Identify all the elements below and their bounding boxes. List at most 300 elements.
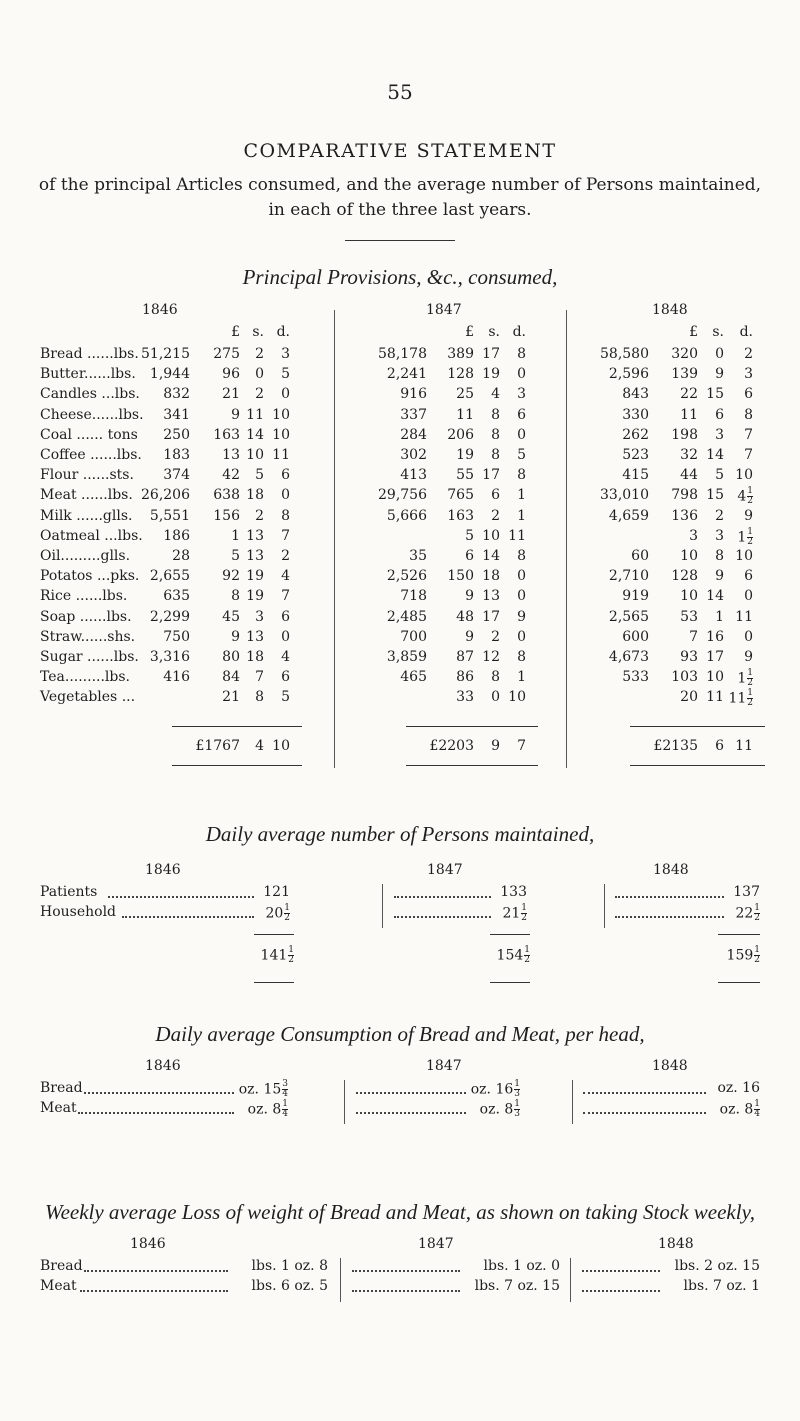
row-item: Oatmeal ...lbs. (40, 527, 143, 544)
pounds: 198 (671, 426, 698, 443)
pence: 6 (281, 467, 290, 484)
pounds: 33 (456, 689, 474, 706)
shillings: 9 (715, 568, 724, 585)
pounds: 150 (447, 568, 474, 585)
shillings: 2 (255, 346, 264, 362)
total-pence: 10 (272, 737, 290, 754)
pence: 9 (517, 608, 526, 625)
quantity: 26,206 (141, 487, 190, 504)
pounds: 84 (222, 669, 240, 686)
shillings: 6 (491, 487, 500, 504)
year-1848: 1848 (652, 1058, 688, 1074)
pence: 0 (517, 568, 526, 585)
fraction: $\frac{1}{3}$ (514, 1099, 520, 1119)
quantity: 262 (622, 426, 649, 443)
money-head: s. (712, 324, 724, 340)
row-label: Meat (40, 1278, 77, 1294)
fraction: $\frac{1}{2}$ (521, 903, 527, 923)
value: lbs. 1 oz. 8 (251, 1258, 328, 1274)
pounds: 163 (213, 426, 240, 443)
quantity: 33,010 (600, 487, 649, 504)
pounds: 45 (222, 608, 240, 625)
shillings: 1 (715, 608, 724, 625)
pence: 6 (281, 669, 290, 686)
shillings: 15 (706, 386, 724, 403)
quantity: 700 (400, 628, 427, 645)
pounds: 389 (447, 346, 474, 362)
quantity: 2,299 (149, 608, 190, 625)
pence: 1 $\frac{1}{2}$ (737, 668, 753, 689)
fraction: $\frac{1}{2}$ (288, 945, 294, 965)
quantity: 284 (400, 426, 427, 443)
row-item: Meat ......lbs. (40, 487, 133, 504)
row-item: Straw......shs. (40, 628, 136, 645)
total-rule (630, 765, 765, 766)
shillings: 3 (715, 426, 724, 443)
quantity: 60 (631, 548, 649, 564)
shillings: 10 (482, 527, 500, 544)
shillings: 18 (482, 568, 500, 585)
consumption-heading: Daily average Consumption of Bread and Meat, per head, (155, 1022, 645, 1046)
shillings: 14 (706, 588, 724, 605)
shillings: 17 (482, 608, 500, 625)
value: lbs. 2 oz. 15 (674, 1258, 760, 1274)
persons-heading: Daily average number of Persons maintained, (205, 822, 595, 846)
fraction: $\frac{1}{4}$ (282, 1099, 288, 1119)
total-shillings: 9 (491, 737, 500, 754)
value: 22 $\frac{1}{2}$ (735, 903, 760, 923)
row-item: Cheese......lbs. (40, 406, 144, 423)
shillings: 14 (246, 426, 264, 443)
shillings: 13 (246, 527, 264, 544)
pounds: 103 (671, 669, 698, 686)
shillings: 8 (491, 447, 500, 463)
leader-dots (122, 916, 254, 918)
year-1848: 1848 (653, 862, 689, 878)
shillings: 13 (482, 588, 500, 605)
row-label: Meat (40, 1100, 77, 1116)
total-rule (406, 726, 538, 727)
total-value: 159 $\frac{1}{2}$ (726, 945, 760, 965)
quantity: 413 (400, 467, 427, 484)
total-rule (490, 934, 530, 935)
row-label: Household (40, 904, 117, 920)
divider (345, 240, 455, 241)
pence: 7 (744, 447, 753, 463)
pounds: 9 (465, 628, 474, 645)
quantity: 302 (400, 447, 427, 463)
fraction: $\frac{1}{2}$ (754, 945, 760, 965)
leader-dots (356, 1092, 466, 1094)
row-item: Coffee ......lbs. (40, 447, 142, 463)
row-item: Vegetables ... (40, 689, 136, 706)
pounds: 20 (680, 689, 698, 706)
total-rule (718, 982, 760, 983)
quantity: 5,551 (149, 507, 190, 524)
value: lbs. 7 oz. 1 (683, 1278, 760, 1294)
money-head: £ (689, 324, 698, 340)
year-1846: 1846 (142, 302, 178, 318)
quantity: 3,316 (149, 649, 190, 665)
pounds: 92 (222, 568, 240, 585)
pence: 10 (735, 548, 753, 564)
value: 21 $\frac{1}{2}$ (502, 903, 527, 923)
column-separator (340, 1258, 341, 1302)
leader-dots (582, 1290, 660, 1292)
pence: 6 (517, 406, 526, 423)
pence: 11 (735, 608, 753, 625)
quantity: 2,241 (386, 366, 427, 383)
leader-dots (583, 1092, 706, 1094)
pounds: 163 (447, 507, 474, 524)
pence: 10 (508, 689, 526, 706)
quantity: 250 (163, 426, 190, 443)
total-pounds: £1767 (195, 737, 240, 754)
provisions-heading: Principal Provisions, &c., consumed, (242, 265, 558, 289)
quantity: 919 (622, 588, 649, 605)
leader-dots (80, 1290, 228, 1292)
pence: 0 (517, 628, 526, 645)
fraction: $\frac{1}{2}$ (754, 903, 760, 923)
pence: 1 (517, 669, 526, 686)
pence: 8 (744, 406, 753, 423)
pounds: 87 (456, 649, 474, 665)
shillings: 0 (715, 346, 724, 362)
quantity: 337 (400, 406, 427, 423)
pence: 2 (281, 548, 290, 564)
quantity: 330 (622, 406, 649, 423)
pence: 1 (517, 507, 526, 524)
pence: 11 $\frac{1}{2}$ (728, 688, 753, 709)
pounds: 638 (213, 487, 240, 504)
pence: 6 (744, 386, 753, 403)
shillings: 12 (482, 649, 500, 665)
quantity: 600 (622, 628, 649, 645)
column-separator (572, 1080, 573, 1124)
value: 20 $\frac{1}{2}$ (265, 903, 290, 923)
fraction: $\frac{1}{2}$ (747, 526, 753, 547)
value: oz. 8 $\frac{1}{3}$ (479, 1099, 520, 1119)
quantity: 916 (400, 386, 427, 403)
quantity: 29,756 (378, 487, 427, 504)
pence: 4 $\frac{1}{2}$ (737, 486, 753, 507)
pence: 0 (744, 588, 753, 605)
pence: 6 (744, 568, 753, 585)
total-shillings: 4 (255, 737, 264, 754)
quantity: 416 (163, 669, 190, 686)
pounds: 19 (456, 447, 474, 463)
total-rule (718, 934, 760, 935)
pence: 5 (281, 689, 290, 706)
shillings: 16 (706, 628, 724, 645)
money-head: s. (488, 324, 500, 340)
shillings: 8 (491, 426, 500, 443)
pounds: 6 (465, 548, 474, 564)
quantity: 533 (622, 669, 649, 686)
pounds: 765 (447, 487, 474, 504)
quantity: 718 (400, 588, 427, 605)
total-rule (254, 934, 294, 935)
value: oz. 16 $\frac{1}{3}$ (470, 1079, 520, 1099)
fraction: $\frac{3}{4}$ (282, 1079, 288, 1099)
pounds: 53 (680, 608, 698, 625)
shillings: 4 (491, 386, 500, 403)
year-1848: 1848 (652, 302, 688, 318)
pence: 8 (517, 467, 526, 484)
pounds: 21 (222, 386, 240, 403)
quantity: 28 (172, 548, 190, 564)
pence: 3 (744, 366, 753, 383)
shillings: 18 (246, 649, 264, 665)
pounds: 136 (671, 507, 698, 524)
total-rule (254, 982, 294, 983)
money-head: £ (231, 324, 240, 340)
shillings: 15 (706, 487, 724, 504)
pounds: 3 (689, 527, 698, 544)
row-item: Coal ...... tons (40, 426, 138, 443)
shillings: 8 (491, 406, 500, 423)
pence: 11 (272, 447, 290, 463)
pence: 9 (744, 507, 753, 524)
quantity: 58,178 (378, 346, 427, 362)
shillings: 8 (255, 689, 264, 706)
pounds: 44 (680, 467, 698, 484)
money-head: s. (252, 324, 264, 340)
pounds: 139 (671, 366, 698, 383)
year-1848: 1848 (658, 1236, 694, 1252)
total-value: 141 $\frac{1}{2}$ (260, 945, 294, 965)
pence: 10 (735, 467, 753, 484)
quantity: 415 (622, 467, 649, 484)
pounds: 32 (680, 447, 698, 463)
pounds: 7 (689, 628, 698, 645)
pence: 8 (517, 346, 526, 362)
shillings: 10 (246, 447, 264, 463)
column-separator (382, 884, 383, 928)
leader-dots (352, 1290, 460, 1292)
pounds: 5 (465, 527, 474, 544)
value: lbs. 6 oz. 5 (251, 1278, 328, 1294)
pounds: 10 (680, 548, 698, 564)
row-item: Flour ......sts. (40, 467, 134, 484)
pence: 0 (744, 628, 753, 645)
row-label: Patients (40, 884, 98, 900)
pence: 11 (508, 527, 526, 544)
row-item: Butter......lbs. (40, 366, 136, 383)
pence: 0 (281, 628, 290, 645)
pounds: 275 (213, 346, 240, 362)
leader-dots (582, 1270, 660, 1272)
quantity: 186 (163, 527, 190, 544)
shillings: 6 (715, 406, 724, 423)
leader-dots (352, 1270, 460, 1272)
pounds: 1 (231, 527, 240, 544)
row-label: Bread (40, 1080, 83, 1096)
fraction: $\frac{1}{4}$ (754, 1099, 760, 1119)
shillings: 5 (255, 467, 264, 484)
total-value: 154 $\frac{1}{2}$ (496, 945, 530, 965)
shillings: 14 (482, 548, 500, 564)
year-1846: 1846 (145, 1058, 181, 1074)
shillings: 19 (246, 588, 264, 605)
quantity: 843 (622, 386, 649, 403)
shillings: 2 (255, 507, 264, 524)
total-rule (490, 982, 530, 983)
year-1847: 1847 (427, 862, 463, 878)
pounds: 93 (680, 649, 698, 665)
quantity: 5,666 (386, 507, 427, 524)
shillings: 13 (246, 548, 264, 564)
loss-heading: Weekly average Loss of weight of Bread and Meat, as shown on taking Stock weekly, (45, 1200, 755, 1224)
fraction: $\frac{1}{2}$ (747, 486, 753, 507)
leader-dots (84, 1270, 228, 1272)
shillings: 3 (255, 608, 264, 625)
value: oz. 15 $\frac{3}{4}$ (238, 1079, 288, 1099)
pounds: 8 (231, 588, 240, 605)
quantity: 183 (163, 447, 190, 463)
quantity: 341 (163, 406, 190, 423)
quantity: 4,659 (608, 507, 649, 524)
quantity: 2,485 (386, 608, 427, 625)
shillings: 9 (715, 366, 724, 383)
value: lbs. 7 oz. 15 (474, 1278, 560, 1294)
year-1847: 1847 (426, 302, 462, 318)
quantity: 465 (400, 669, 427, 686)
shillings: 8 (491, 669, 500, 686)
pounds: 11 (456, 406, 474, 423)
pounds: 13 (222, 447, 240, 463)
pence: 5 (517, 447, 526, 463)
total-rule (406, 765, 538, 766)
quantity: 374 (163, 467, 190, 484)
row-item: Tea.........lbs. (40, 669, 131, 686)
pence: 8 (281, 507, 290, 524)
shillings: 2 (491, 507, 500, 524)
pounds: 25 (456, 386, 474, 403)
pounds: 96 (222, 366, 240, 383)
row-item: Oil.........glls. (40, 548, 131, 564)
row-item: Sugar ......lbs. (40, 649, 139, 665)
pence: 10 (272, 426, 290, 443)
quantity: 2,596 (608, 366, 649, 383)
pounds: 86 (456, 669, 474, 686)
value: 137 (733, 884, 760, 900)
value: oz. 16 (717, 1080, 760, 1096)
pounds: 9 (231, 406, 240, 423)
pence: 0 (517, 366, 526, 383)
leader-dots (394, 916, 491, 918)
shillings: 5 (715, 467, 724, 484)
row-label: Bread (40, 1258, 83, 1274)
shillings: 2 (491, 628, 500, 645)
pence: 8 (517, 649, 526, 665)
quantity: 523 (622, 447, 649, 463)
leader-dots (583, 1112, 706, 1114)
fraction: $\frac{1}{3}$ (514, 1079, 520, 1099)
pounds: 798 (671, 487, 698, 504)
pounds: 10 (680, 588, 698, 605)
money-head: £ (465, 324, 474, 340)
total-pounds: £2135 (653, 737, 698, 754)
pence: 7 (744, 426, 753, 443)
quantity: 1,944 (149, 366, 190, 383)
shillings: 2 (255, 386, 264, 403)
pounds: 80 (222, 649, 240, 665)
money-head: d. (739, 324, 753, 340)
total-pounds: £2203 (429, 737, 474, 754)
shillings: 10 (706, 669, 724, 686)
money-head: d. (512, 324, 526, 340)
fraction: $\frac{1}{2}$ (524, 945, 530, 965)
row-item: Potatos ...pks. (40, 568, 140, 585)
leader-dots (615, 916, 724, 918)
value: oz. 8 $\frac{1}{4}$ (719, 1099, 760, 1119)
fraction: $\frac{1}{2}$ (284, 903, 290, 923)
leader-dots (84, 1092, 234, 1094)
pence: 0 (517, 426, 526, 443)
quantity: 2,565 (608, 608, 649, 625)
quantity: 3,859 (386, 649, 427, 665)
pounds: 128 (671, 568, 698, 585)
shillings: 18 (246, 487, 264, 504)
quantity: 58,580 (600, 346, 649, 362)
shillings: 11 (246, 406, 264, 423)
leader-dots (78, 1112, 234, 1114)
pounds: 55 (456, 467, 474, 484)
total-rule (630, 726, 765, 727)
pence: 3 (517, 386, 526, 403)
quantity: 832 (163, 386, 190, 403)
quantity: 4,673 (608, 649, 649, 665)
pounds: 5 (231, 548, 240, 564)
shillings: 8 (715, 548, 724, 564)
year-1847: 1847 (426, 1058, 462, 1074)
fraction: $\frac{1}{2}$ (747, 688, 753, 709)
shillings: 11 (706, 689, 724, 706)
column-separator (344, 1080, 345, 1124)
year-1846: 1846 (130, 1236, 166, 1252)
pounds: 11 (680, 406, 698, 423)
quantity: 2,710 (608, 568, 649, 585)
leader-dots (356, 1112, 466, 1114)
total-pence: 7 (517, 737, 526, 754)
pounds: 206 (447, 426, 474, 443)
total-pence: 11 (735, 737, 753, 754)
pounds: 48 (456, 608, 474, 625)
year-1846: 1846 (145, 862, 181, 878)
pence: 4 (281, 649, 290, 665)
pence: 0 (281, 487, 290, 504)
shillings: 2 (715, 507, 724, 524)
pounds: 42 (222, 467, 240, 484)
pence: 10 (272, 406, 290, 423)
pence: 4 (281, 568, 290, 585)
row-item: Milk ......glls. (40, 507, 133, 524)
pence: 0 (517, 588, 526, 605)
leader-dots (108, 896, 254, 898)
pounds: 9 (465, 588, 474, 605)
row-item: Rice ......lbs. (40, 588, 128, 605)
shillings: 7 (255, 669, 264, 686)
quantity: 51,215 (141, 346, 190, 362)
pence: 0 (281, 386, 290, 403)
page-title: COMPARATIVE STATEMENT (243, 140, 557, 162)
quantity: 750 (163, 628, 190, 645)
total-shillings: 6 (715, 737, 724, 754)
quantity: 35 (409, 548, 427, 564)
shillings: 17 (706, 649, 724, 665)
pence: 6 (281, 608, 290, 625)
